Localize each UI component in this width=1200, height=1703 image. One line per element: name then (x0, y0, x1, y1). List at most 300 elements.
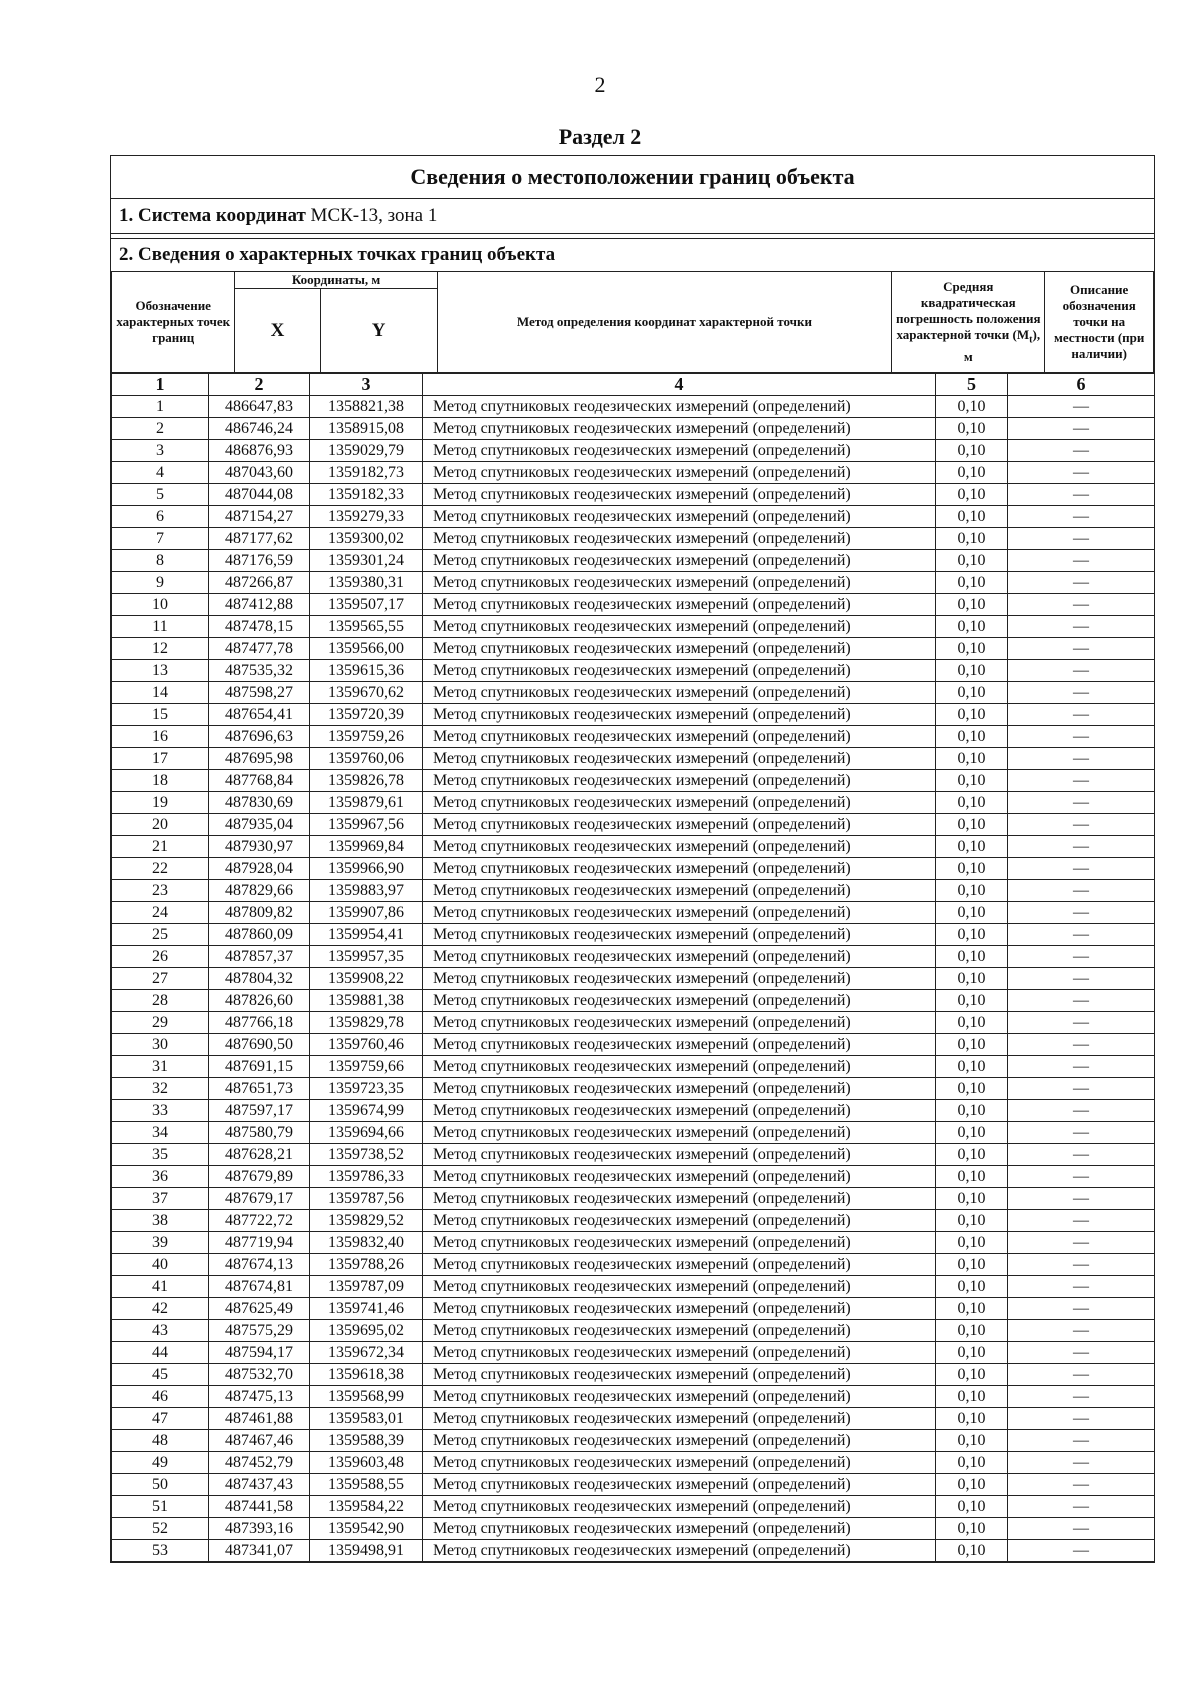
error-value-cell: 0,10 (936, 1386, 1008, 1408)
table-row (112, 902, 1155, 924)
description-cell: — (1008, 440, 1155, 462)
coord-x-cell: 487580,79 (209, 1122, 310, 1144)
method-cell: Метод спутниковых геодезических измерений (определений) (423, 1364, 936, 1386)
description-cell: — (1008, 1188, 1155, 1210)
table-row (112, 1100, 1155, 1122)
table-row (112, 836, 1155, 858)
coord-x-cell: 487598,27 (209, 682, 310, 704)
coord-x-cell: 487478,15 (209, 616, 310, 638)
description-cell: — (1008, 616, 1155, 638)
method-cell: Метод спутниковых геодезических измерений (определений) (423, 682, 936, 704)
table-row (112, 418, 1155, 440)
coord-x-cell: 487044,08 (209, 484, 310, 506)
coord-y-cell: 1359787,56 (310, 1188, 423, 1210)
point-number-cell: 42 (112, 1298, 209, 1320)
point-number-cell: 35 (112, 1144, 209, 1166)
header-description: Описание обозначения точки на местности (при наличии) (1045, 272, 1154, 373)
table-row (112, 1452, 1155, 1474)
point-number-cell: 49 (112, 1452, 209, 1474)
description-cell: — (1008, 396, 1155, 418)
table-row (112, 1298, 1155, 1320)
method-cell: Метод спутниковых геодезических измерений (определений) (423, 616, 936, 638)
error-value-cell: 0,10 (936, 528, 1008, 550)
point-number-cell: 37 (112, 1188, 209, 1210)
coord-x-cell: 487475,13 (209, 1386, 310, 1408)
description-cell: — (1008, 528, 1155, 550)
method-cell: Метод спутниковых геодезических измерений (определений) (423, 792, 936, 814)
error-value-cell: 0,10 (936, 814, 1008, 836)
table-row (112, 506, 1155, 528)
description-cell: — (1008, 1342, 1155, 1364)
description-cell: — (1008, 902, 1155, 924)
coord-x-cell: 487393,16 (209, 1518, 310, 1540)
error-value-cell: 0,10 (936, 1012, 1008, 1034)
point-number-cell: 7 (112, 528, 209, 550)
method-cell: Метод спутниковых геодезических измерений (определений) (423, 484, 936, 506)
coord-x-cell: 487412,88 (209, 594, 310, 616)
error-value-cell: 0,10 (936, 726, 1008, 748)
table-row (112, 880, 1155, 902)
coord-y-cell: 1359615,36 (310, 660, 423, 682)
description-cell: — (1008, 770, 1155, 792)
table-row (112, 1386, 1155, 1408)
point-number-cell: 50 (112, 1474, 209, 1496)
description-cell: — (1008, 1122, 1155, 1144)
description-cell: — (1008, 550, 1155, 572)
error-value-cell: 0,10 (936, 1034, 1008, 1056)
table-row (112, 660, 1155, 682)
coord-y-cell: 1359883,97 (310, 880, 423, 902)
method-cell: Метод спутниковых геодезических измерений (определений) (423, 748, 936, 770)
point-number-cell: 34 (112, 1122, 209, 1144)
coord-y-cell: 1358915,08 (310, 418, 423, 440)
column-number: 5 (936, 374, 1008, 396)
coord-y-cell: 1358821,38 (310, 396, 423, 418)
point-number-cell: 31 (112, 1056, 209, 1078)
error-value-cell: 0,10 (936, 1518, 1008, 1540)
method-cell: Метод спутниковых геодезических измерений (определений) (423, 1540, 936, 1562)
coord-y-cell: 1359969,84 (310, 836, 423, 858)
coord-y-cell: 1359787,09 (310, 1276, 423, 1298)
coord-x-cell: 487930,97 (209, 836, 310, 858)
error-value-cell: 0,10 (936, 418, 1008, 440)
description-cell: — (1008, 1254, 1155, 1276)
point-number-cell: 14 (112, 682, 209, 704)
error-value-cell: 0,10 (936, 1474, 1008, 1496)
point-number-cell: 3 (112, 440, 209, 462)
method-cell: Метод спутниковых геодезических измерений (определений) (423, 1144, 936, 1166)
table-row (112, 638, 1155, 660)
method-cell: Метод спутниковых геодезических измерений (определений) (423, 396, 936, 418)
coord-y-cell: 1359603,48 (310, 1452, 423, 1474)
table-row (112, 484, 1155, 506)
coord-x-cell: 487441,58 (209, 1496, 310, 1518)
column-number: 4 (423, 374, 936, 396)
table-row (112, 1342, 1155, 1364)
table-row (112, 1188, 1155, 1210)
description-cell: — (1008, 792, 1155, 814)
coord-y-cell: 1359674,99 (310, 1100, 423, 1122)
table-row (112, 682, 1155, 704)
coord-y-cell: 1359301,24 (310, 550, 423, 572)
coord-y-cell: 1359966,90 (310, 858, 423, 880)
description-cell: — (1008, 1364, 1155, 1386)
description-cell: — (1008, 1474, 1155, 1496)
coord-x-cell: 487679,89 (209, 1166, 310, 1188)
method-cell: Метод спутниковых геодезических измерений (определений) (423, 990, 936, 1012)
method-cell: Метод спутниковых геодезических измерений (определений) (423, 1078, 936, 1100)
point-number-cell: 39 (112, 1232, 209, 1254)
coord-y-cell: 1359507,17 (310, 594, 423, 616)
description-cell: — (1008, 1452, 1155, 1474)
coord-x-cell: 487768,84 (209, 770, 310, 792)
error-value-cell: 0,10 (936, 1430, 1008, 1452)
point-number-cell: 15 (112, 704, 209, 726)
coord-x-cell: 487154,27 (209, 506, 310, 528)
coord-x-cell: 487826,60 (209, 990, 310, 1012)
description-cell: — (1008, 990, 1155, 1012)
coord-x-cell: 487594,17 (209, 1342, 310, 1364)
error-value-cell: 0,10 (936, 1210, 1008, 1232)
method-cell: Метод спутниковых геодезических измерений (определений) (423, 1254, 936, 1276)
method-cell: Метод спутниковых геодезических измерений (определений) (423, 1056, 936, 1078)
table-row (112, 1210, 1155, 1232)
method-cell: Метод спутниковых геодезических измерений (определений) (423, 1474, 936, 1496)
coord-y-cell: 1359907,86 (310, 902, 423, 924)
coord-y-cell: 1359908,22 (310, 968, 423, 990)
coord-x-cell: 487651,73 (209, 1078, 310, 1100)
coord-x-cell: 487809,82 (209, 902, 310, 924)
method-cell: Метод спутниковых геодезических измерений (определений) (423, 836, 936, 858)
error-value-cell: 0,10 (936, 880, 1008, 902)
method-cell: Метод спутниковых геодезических измерений (определений) (423, 418, 936, 440)
description-cell: — (1008, 1276, 1155, 1298)
table-row (112, 1430, 1155, 1452)
coord-y-cell: 1359826,78 (310, 770, 423, 792)
point-number-cell: 47 (112, 1408, 209, 1430)
table-row (112, 1166, 1155, 1188)
table-row (112, 1408, 1155, 1430)
coord-x-cell: 487437,43 (209, 1474, 310, 1496)
coord-y-cell: 1359029,79 (310, 440, 423, 462)
point-number-cell: 13 (112, 660, 209, 682)
table-row (112, 704, 1155, 726)
column-number: 1 (112, 374, 209, 396)
table-row (112, 572, 1155, 594)
error-value-cell: 0,10 (936, 1496, 1008, 1518)
coord-y-cell: 1359832,40 (310, 1232, 423, 1254)
error-value-cell: 0,10 (936, 1452, 1008, 1474)
coord-y-cell: 1359954,41 (310, 924, 423, 946)
coord-y-cell: 1359694,66 (310, 1122, 423, 1144)
point-number-cell: 43 (112, 1320, 209, 1342)
point-number-cell: 21 (112, 836, 209, 858)
point-number-cell: 36 (112, 1166, 209, 1188)
table-row (112, 1034, 1155, 1056)
coord-x-cell: 487625,49 (209, 1298, 310, 1320)
header-y: Y (320, 289, 437, 373)
coord-y-cell: 1359300,02 (310, 528, 423, 550)
table-row (112, 1496, 1155, 1518)
table-row (112, 440, 1155, 462)
description-cell: — (1008, 1034, 1155, 1056)
coord-x-cell: 487674,13 (209, 1254, 310, 1276)
point-number-cell: 41 (112, 1276, 209, 1298)
point-number-cell: 22 (112, 858, 209, 880)
table-row (112, 858, 1155, 880)
method-cell: Метод спутниковых геодезических измерений (определений) (423, 638, 936, 660)
point-number-cell: 24 (112, 902, 209, 924)
method-cell: Метод спутниковых геодезических измерений (определений) (423, 440, 936, 462)
method-cell: Метод спутниковых геодезических измерений (определений) (423, 1012, 936, 1034)
error-value-cell: 0,10 (936, 1408, 1008, 1430)
coord-x-cell: 487628,21 (209, 1144, 310, 1166)
method-cell: Метод спутниковых геодезических измерений (определений) (423, 1166, 936, 1188)
table-row (112, 1474, 1155, 1496)
description-cell: — (1008, 968, 1155, 990)
coord-x-cell: 487830,69 (209, 792, 310, 814)
point-number-cell: 8 (112, 550, 209, 572)
boundary-info-frame (110, 155, 1155, 1563)
method-cell: Метод спутниковых геодезических измерений (определений) (423, 1276, 936, 1298)
point-number-cell: 44 (112, 1342, 209, 1364)
method-cell: Метод спутниковых геодезических измерений (определений) (423, 550, 936, 572)
method-cell: Метод спутниковых геодезических измерений (определений) (423, 924, 936, 946)
coord-x-cell: 487461,88 (209, 1408, 310, 1430)
table-row (112, 1078, 1155, 1100)
method-cell: Метод спутниковых геодезических измерений (определений) (423, 1188, 936, 1210)
points-section-title: 2. Сведения о характерных точках границ объекта (119, 244, 556, 265)
error-value-cell: 0,10 (936, 1100, 1008, 1122)
coord-x-cell: 487467,46 (209, 1430, 310, 1452)
column-number: 2 (209, 374, 310, 396)
section-title: Раздел 2 (558, 124, 642, 149)
method-cell: Метод спутниковых геодезических измерений (определений) (423, 1210, 936, 1232)
method-cell: Метод спутниковых геодезических измерений (определений) (423, 968, 936, 990)
description-cell: — (1008, 1144, 1155, 1166)
table-row (112, 1518, 1155, 1540)
error-value-cell: 0,10 (936, 924, 1008, 946)
method-cell: Метод спутниковых геодезических измерений (определений) (423, 660, 936, 682)
method-cell: Метод спутниковых геодезических измерений (определений) (423, 946, 936, 968)
table-row (112, 1540, 1155, 1562)
coord-x-cell: 486647,83 (209, 396, 310, 418)
error-value-cell: 0,10 (936, 550, 1008, 572)
description-cell: — (1008, 418, 1155, 440)
description-cell: — (1008, 506, 1155, 528)
coord-x-cell: 487690,50 (209, 1034, 310, 1056)
table-row (112, 770, 1155, 792)
point-number-cell: 6 (112, 506, 209, 528)
table-row (112, 1254, 1155, 1276)
coord-x-cell: 487575,29 (209, 1320, 310, 1342)
header-x: X (235, 289, 320, 373)
point-number-cell: 33 (112, 1100, 209, 1122)
error-value-cell: 0,10 (936, 462, 1008, 484)
coord-x-cell: 486746,24 (209, 418, 310, 440)
error-value-cell: 0,10 (936, 990, 1008, 1012)
point-number-cell: 2 (112, 418, 209, 440)
coord-x-cell: 487935,04 (209, 814, 310, 836)
error-value-cell: 0,10 (936, 682, 1008, 704)
error-value-cell: 0,10 (936, 1342, 1008, 1364)
table-row (112, 924, 1155, 946)
coord-x-cell: 487679,17 (209, 1188, 310, 1210)
coord-y-cell: 1359829,52 (310, 1210, 423, 1232)
error-value-cell: 0,10 (936, 770, 1008, 792)
table-row (112, 462, 1155, 484)
table-row (112, 946, 1155, 968)
coord-x-cell: 487860,09 (209, 924, 310, 946)
coord-x-cell: 487928,04 (209, 858, 310, 880)
description-cell: — (1008, 660, 1155, 682)
coord-y-cell: 1359829,78 (310, 1012, 423, 1034)
error-value-cell: 0,10 (936, 1298, 1008, 1320)
point-number-cell: 29 (112, 1012, 209, 1034)
error-value-cell: 0,10 (936, 1540, 1008, 1562)
points-table-header (111, 271, 1154, 373)
method-cell: Метод спутниковых геодезических измерений (определений) (423, 1298, 936, 1320)
method-cell: Метод спутниковых геодезических измерений (определений) (423, 1232, 936, 1254)
method-cell: Метод спутниковых геодезических измерений (определений) (423, 1408, 936, 1430)
coord-y-cell: 1359542,90 (310, 1518, 423, 1540)
coord-x-cell: 487177,62 (209, 528, 310, 550)
point-number-cell: 52 (112, 1518, 209, 1540)
table-row (112, 550, 1155, 572)
description-cell: — (1008, 1012, 1155, 1034)
description-cell: — (1008, 1408, 1155, 1430)
error-value-cell: 0,10 (936, 1122, 1008, 1144)
table-row (112, 792, 1155, 814)
coord-y-cell: 1359786,33 (310, 1166, 423, 1188)
error-value-cell: 0,10 (936, 792, 1008, 814)
table-row (112, 814, 1155, 836)
coord-y-cell: 1359279,33 (310, 506, 423, 528)
point-number-cell: 45 (112, 1364, 209, 1386)
header-method: Метод определения координат характерной точки (437, 272, 891, 373)
coord-y-cell: 1359498,91 (310, 1540, 423, 1562)
coord-y-cell: 1359741,46 (310, 1298, 423, 1320)
table-row (112, 1144, 1155, 1166)
point-number-cell: 5 (112, 484, 209, 506)
error-value-cell: 0,10 (936, 1320, 1008, 1342)
coord-y-cell: 1359182,33 (310, 484, 423, 506)
coord-x-cell: 487674,81 (209, 1276, 310, 1298)
point-number-cell: 19 (112, 792, 209, 814)
table-row (112, 990, 1155, 1012)
coord-y-cell: 1359588,39 (310, 1430, 423, 1452)
error-value-cell: 0,10 (936, 858, 1008, 880)
coord-y-cell: 1359568,99 (310, 1386, 423, 1408)
point-number-cell: 1 (112, 396, 209, 418)
description-cell: — (1008, 726, 1155, 748)
coord-y-cell: 1359618,38 (310, 1364, 423, 1386)
error-value-cell: 0,10 (936, 1056, 1008, 1078)
coord-y-cell: 1359967,56 (310, 814, 423, 836)
table-row (112, 1232, 1155, 1254)
coord-y-cell: 1359566,00 (310, 638, 423, 660)
method-cell: Метод спутниковых геодезических измерений (определений) (423, 1386, 936, 1408)
method-cell: Метод спутниковых геодезических измерений (определений) (423, 902, 936, 924)
description-cell: — (1008, 858, 1155, 880)
coord-x-cell: 487176,59 (209, 550, 310, 572)
method-cell: Метод спутниковых геодезических измерений (определений) (423, 858, 936, 880)
coordinate-system (111, 199, 1154, 234)
method-cell: Метод спутниковых геодезических измерений (определений) (423, 594, 936, 616)
description-cell: — (1008, 946, 1155, 968)
error-value-cell: 0,10 (936, 506, 1008, 528)
description-cell: — (1008, 462, 1155, 484)
description-cell: — (1008, 1100, 1155, 1122)
description-cell: — (1008, 1078, 1155, 1100)
points-table (111, 373, 1155, 1562)
coord-x-cell: 487719,94 (209, 1232, 310, 1254)
table-row (112, 968, 1155, 990)
coord-y-cell: 1359760,46 (310, 1034, 423, 1056)
description-cell: — (1008, 1496, 1155, 1518)
method-cell: Метод спутниковых геодезических измерений (определений) (423, 704, 936, 726)
method-cell: Метод спутниковых геодезических измерений (определений) (423, 726, 936, 748)
description-cell: — (1008, 638, 1155, 660)
description-cell: — (1008, 1210, 1155, 1232)
point-number-cell: 30 (112, 1034, 209, 1056)
table-row (112, 1012, 1155, 1034)
coord-x-cell: 487722,72 (209, 1210, 310, 1232)
error-value-cell: 0,10 (936, 1254, 1008, 1276)
error-value-cell: 0,10 (936, 704, 1008, 726)
page-number: 2 (594, 72, 606, 97)
coord-x-cell: 486876,93 (209, 440, 310, 462)
error-value-cell: 0,10 (936, 1166, 1008, 1188)
coord-y-cell: 1359380,31 (310, 572, 423, 594)
coord-x-cell: 487829,66 (209, 880, 310, 902)
error-value-cell: 0,10 (936, 594, 1008, 616)
method-cell: Метод спутниковых геодезических измерений (определений) (423, 506, 936, 528)
point-number-cell: 27 (112, 968, 209, 990)
description-cell: — (1008, 1320, 1155, 1342)
header-error: Средняя квадратическая погрешность положения характерной точки $(M_t)$, м (892, 272, 1045, 373)
description-cell: — (1008, 880, 1155, 902)
description-cell: — (1008, 1056, 1155, 1078)
description-cell: — (1008, 836, 1155, 858)
coord-y-cell: 1359695,02 (310, 1320, 423, 1342)
coord-x-cell: 487597,17 (209, 1100, 310, 1122)
error-value-cell: 0,10 (936, 968, 1008, 990)
column-number: 6 (1008, 374, 1155, 396)
table-row (112, 594, 1155, 616)
error-value-cell: 0,10 (936, 572, 1008, 594)
error-value-cell: 0,10 (936, 660, 1008, 682)
point-number-cell: 38 (112, 1210, 209, 1232)
method-cell: Метод спутниковых геодезических измерений (определений) (423, 1100, 936, 1122)
table-row (112, 1320, 1155, 1342)
point-number-cell: 51 (112, 1496, 209, 1518)
point-number-cell: 40 (112, 1254, 209, 1276)
error-value-cell: 0,10 (936, 748, 1008, 770)
coord-y-cell: 1359182,73 (310, 462, 423, 484)
coord-x-cell: 487341,07 (209, 1540, 310, 1562)
point-number-cell: 16 (112, 726, 209, 748)
coord-x-cell: 487477,78 (209, 638, 310, 660)
coord-x-cell: 487535,32 (209, 660, 310, 682)
header-coordinates: Координаты, м (235, 272, 437, 289)
description-cell: — (1008, 1298, 1155, 1320)
error-value-cell: 0,10 (936, 396, 1008, 418)
table-row (112, 616, 1155, 638)
error-value-cell: 0,10 (936, 1144, 1008, 1166)
coord-y-cell: 1359759,66 (310, 1056, 423, 1078)
point-number-cell: 9 (112, 572, 209, 594)
